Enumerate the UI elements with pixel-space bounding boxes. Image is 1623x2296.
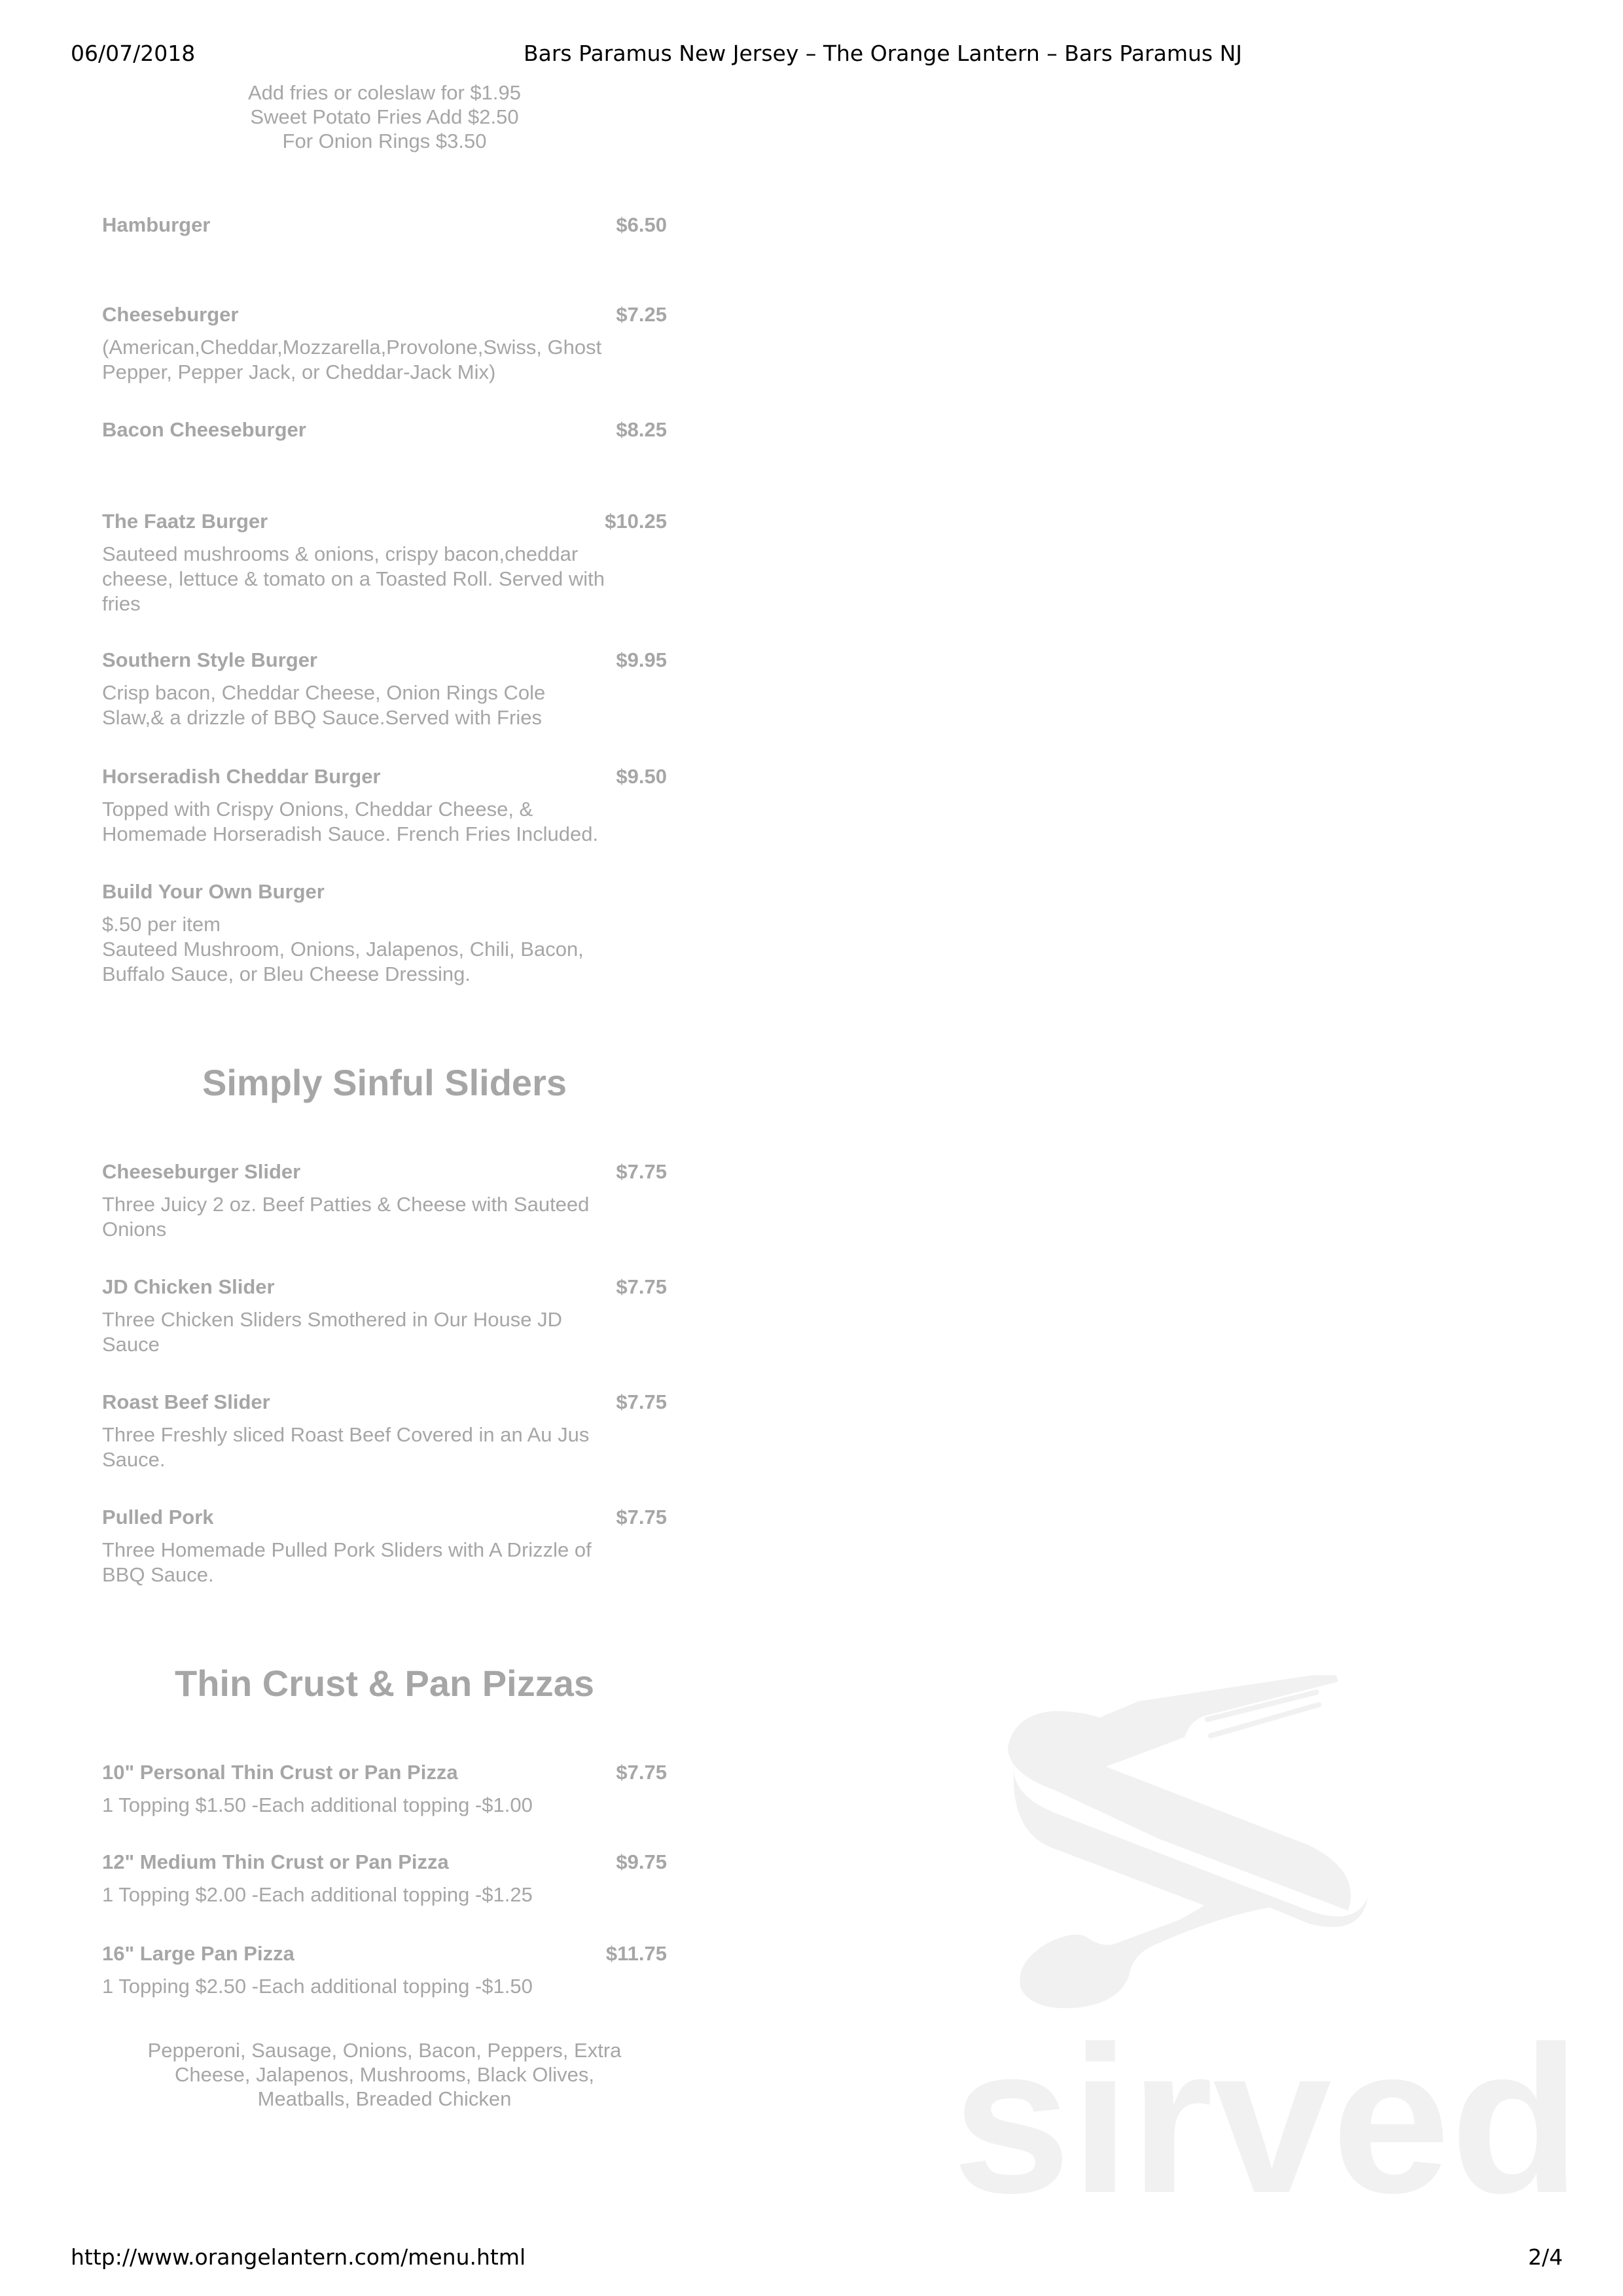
note-line: For Onion Rings $3.50 (282, 130, 487, 152)
menu-item-price: $9.50 (616, 765, 667, 788)
print-title: Bars Paramus New Jersey – The Orange Lantern – Bars Paramus NJ (524, 41, 1242, 66)
menu-item-name: Hamburger (102, 213, 211, 236)
print-date: 06/07/2018 (71, 41, 196, 66)
menu-item-name: 16" Large Pan Pizza (102, 1942, 294, 1965)
description-line: Three Freshly sliced Roast Beef Covered in an Au Jus (102, 1423, 590, 1446)
menu-item-name: Bacon Cheeseburger (102, 418, 306, 441)
description-line: Three Homemade Pulled Pork Sliders with A Drizzle of (102, 1538, 592, 1561)
sirved-watermark-logo (942, 1675, 1597, 2264)
description-line: 1 Topping $1.50 -Each additional topping -$1.00 (102, 1793, 533, 1816)
menu-item-header (102, 1390, 667, 1415)
menu-item-header (102, 302, 667, 327)
menu-item (102, 648, 667, 730)
menu-item-price: $7.75 (616, 1275, 667, 1298)
menu-item-description (102, 335, 667, 385)
description-line: Sauce. (102, 1448, 166, 1471)
menu-item-name: Cheeseburger Slider (102, 1160, 301, 1183)
menu-item-header (102, 1275, 667, 1299)
footer-url[interactable]: http://www.orangelantern.com/menu.html (71, 2244, 526, 2270)
description-line: Buffalo Sauce, or Bleu Cheese Dressing. (102, 963, 471, 985)
menu-item-description (102, 1882, 667, 1907)
menu-item (102, 1505, 667, 1587)
menu-item-price: $9.75 (616, 1850, 667, 1873)
menu-item-header (102, 1159, 667, 1184)
menu-item-header (102, 1760, 667, 1785)
menu-item (102, 213, 667, 238)
description-line: (American,Cheddar,Mozzarella,Provolone,Swiss, Ghost (102, 336, 602, 359)
description-line: 1 Topping $2.00 -Each additional topping -$1.25 (102, 1883, 533, 1906)
description-line: Homemade Horseradish Sauce. French Fries Included. (102, 822, 599, 845)
menu-item-description (102, 1422, 667, 1472)
menu-item-price: $10.25 (605, 510, 667, 533)
page-number: 2/4 (1528, 2244, 1563, 2270)
note-line: Sweet Potato Fries Add $2.50 (250, 105, 519, 128)
menu-item-header (102, 1505, 667, 1530)
menu-item-description (102, 1793, 667, 1818)
description-line: 1 Topping $2.50 -Each additional topping -$1.50 (102, 1975, 533, 1998)
menu-item-price: $11.75 (605, 1942, 667, 1965)
description-line: Three Chicken Sliders Smothered in Our House JD (102, 1308, 562, 1331)
menu-item-name: JD Chicken Slider (102, 1275, 275, 1298)
sirved-wordmark: sirved (952, 2002, 1580, 2236)
menu-item-description (102, 1307, 667, 1357)
menu-item (102, 1850, 667, 1907)
menu-item (102, 1275, 667, 1357)
menu-item-name: Pulled Pork (102, 1506, 214, 1528)
menu-item-name: 12" Medium Thin Crust or Pan Pizza (102, 1850, 449, 1873)
menu-item-name: 10" Personal Thin Crust or Pan Pizza (102, 1761, 458, 1784)
description-line: Onions (102, 1218, 167, 1241)
menu-item-name: Southern Style Burger (102, 648, 317, 671)
menu-item-header (102, 764, 667, 789)
menu-item-price: $7.75 (616, 1761, 667, 1784)
menu-item-header (102, 879, 667, 904)
description-line: $.50 per item (102, 913, 221, 936)
menu-item-price: $7.25 (616, 303, 667, 326)
description-line: Sauce (102, 1333, 160, 1356)
section-heading-pizzas: Thin Crust & Pan Pizzas (175, 1663, 594, 1704)
toppings-line: Meatballs, Breaded Chicken (257, 2087, 512, 2110)
menu-item-price: $7.75 (616, 1160, 667, 1183)
menu-item-description (102, 680, 667, 730)
menu-item-name: Cheeseburger (102, 303, 239, 326)
description-line: Three Juicy 2 oz. Beef Patties & Cheese with Sauteed (102, 1193, 590, 1216)
section-heading-sliders: Simply Sinful Sliders (202, 1062, 567, 1103)
description-line: Slaw,& a drizzle of BBQ Sauce.Served with Fries (102, 706, 542, 729)
menu-item-price: $9.95 (616, 648, 667, 671)
pizza-toppings (102, 2038, 667, 2111)
description-line: Pepper, Pepper Jack, or Cheddar-Jack Mix) (102, 361, 496, 383)
menu-item-header (102, 1850, 667, 1875)
menu-item-description (102, 1974, 667, 1999)
knife-fork-spoon-icon (1008, 1675, 1368, 2008)
toppings-line: Cheese, Jalapenos, Mushrooms, Black Olives, (175, 2063, 594, 2086)
menu-item-header (102, 509, 667, 534)
menu-item-description (102, 1192, 667, 1242)
toppings-line: Pepperoni, Sausage, Onions, Bacon, Peppers, Extra (147, 2039, 622, 2062)
sides-note (102, 80, 667, 153)
menu-item-description (102, 797, 667, 847)
menu-item-description (102, 542, 667, 616)
menu-item-description (102, 912, 667, 987)
menu-item (102, 1760, 667, 1818)
menu-item (102, 764, 667, 847)
menu-item-header (102, 213, 667, 238)
description-line: Sauteed Mushroom, Onions, Jalapenos, Chili, Bacon, (102, 938, 584, 961)
menu-item (102, 302, 667, 385)
menu-item-header (102, 648, 667, 673)
description-line: Sauteed mushrooms & onions, crispy bacon,cheddar (102, 542, 579, 565)
menu-item (102, 1390, 667, 1472)
menu-item (102, 1159, 667, 1242)
menu-item-name: Build Your Own Burger (102, 880, 325, 903)
note-line: Add fries or coleslaw for $1.95 (248, 81, 521, 104)
description-line: BBQ Sauce. (102, 1563, 214, 1586)
menu-item-price: $7.75 (616, 1390, 667, 1413)
menu-item-name: Roast Beef Slider (102, 1390, 270, 1413)
description-line: cheese, lettuce & tomato on a Toasted Roll. Served with (102, 567, 605, 590)
menu-item (102, 879, 667, 987)
menu-item (102, 417, 667, 442)
menu-item-header (102, 1941, 667, 1966)
menu-item (102, 1941, 667, 1999)
menu-item-name: The Faatz Burger (102, 510, 268, 533)
menu-item-name: Horseradish Cheddar Burger (102, 765, 381, 788)
description-line: Topped with Crispy Onions, Cheddar Cheese, & (102, 798, 533, 821)
menu-item (102, 509, 667, 616)
menu-item-price: $8.25 (616, 418, 667, 441)
description-line: Crisp bacon, Cheddar Cheese, Onion Rings Cole (102, 681, 546, 704)
menu-item-price: $7.75 (616, 1506, 667, 1528)
menu-item-description (102, 1538, 667, 1587)
description-line: fries (102, 592, 141, 615)
menu-item-header (102, 417, 667, 442)
menu-item-price: $6.50 (616, 213, 667, 236)
